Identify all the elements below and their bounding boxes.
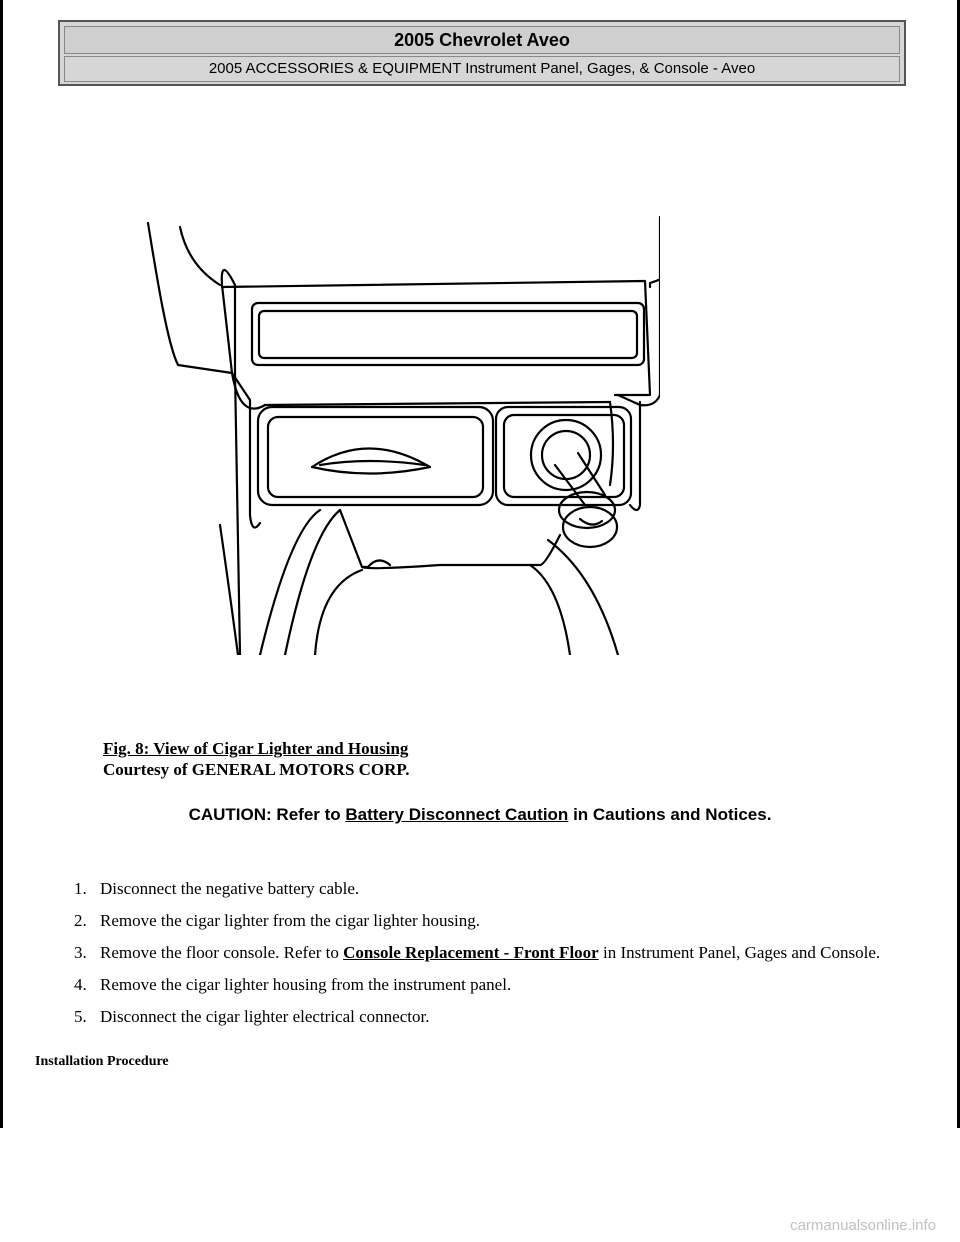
caution-text-after: in Cautions and Notices. [573,805,772,824]
step-text-after: in Instrument Panel, Gages and Console. [602,943,881,962]
page-border-left [0,0,3,1128]
list-item [70,878,920,899]
step-text-before: Remove the floor console. Refer to [100,943,339,962]
step-text: Disconnect the negative battery cable. [100,879,360,898]
battery-disconnect-caution-link[interactable]: Battery Disconnect Caution [345,805,569,824]
cigar-lighter-illustration [140,205,660,655]
figure-caption [103,738,410,780]
step-text: Remove the cigar lighter from the cigar lighter housing. [100,911,481,930]
section-heading: Installation Procedure [35,1054,169,1069]
step-number: 1. [74,879,87,898]
caution-notice [0,805,960,825]
caution-text-before: Refer to [276,805,341,824]
caution-label: CAUTION: [188,805,272,824]
figure-courtesy: Courtesy of GENERAL MOTORS CORP. [103,760,410,779]
list-item [70,942,920,963]
watermark: carmanualsonline.info [790,1217,936,1234]
header-subtitle: 2005 ACCESSORIES & EQUIPMENT Instrument Panel, Gages, & Console - Aveo [64,56,900,82]
step-text: Remove the cigar lighter housing from the instrument panel. [100,975,512,994]
step-number: 2. [74,911,87,930]
step-number: 3. [74,943,87,962]
removal-steps-list [70,878,920,1038]
step-number: 5. [74,1007,87,1026]
list-item [70,910,920,931]
page-footer [0,1128,960,1242]
step-number: 4. [74,975,87,994]
list-item [70,974,920,995]
console-replacement-link[interactable]: Console Replacement - Front Floor [343,943,599,962]
step-text: Disconnect the cigar lighter electrical connector. [100,1007,430,1026]
list-item [70,1006,920,1027]
header-title: 2005 Chevrolet Aveo [64,26,900,54]
figure-title-link[interactable]: Fig. 8: View of Cigar Lighter and Housing [103,739,409,758]
document-header [58,20,906,86]
